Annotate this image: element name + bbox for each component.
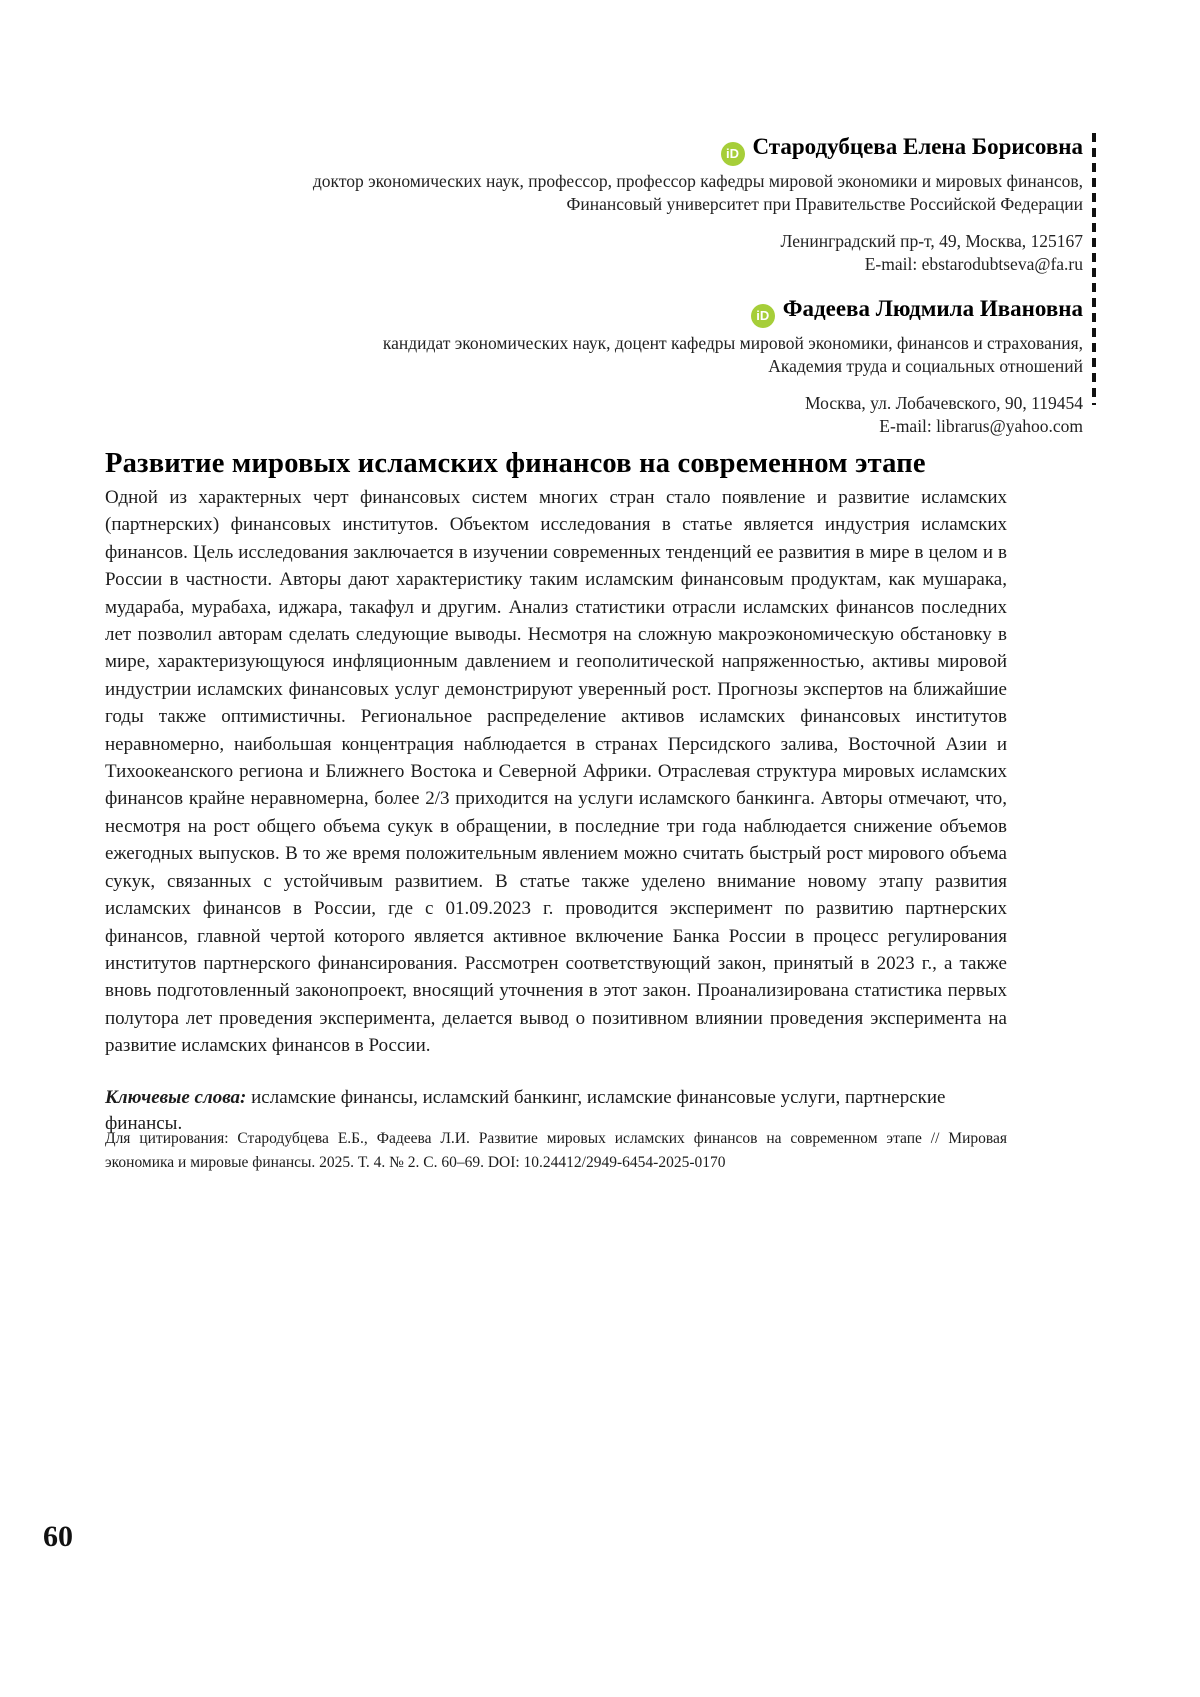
keywords-label: Ключевые слова:: [105, 1087, 247, 1108]
citation-text: Стародубцева Е.Б., Фадеева Л.И. Развитие мировых исламских финансов на современном этапе // Мировая экономика и мировые финансы. 2025. Т. 4. № 2. С. 60–69. DOI: 10.24412/2949-6454-2025-0170: [105, 1130, 1007, 1171]
citation-line: [105, 1127, 1007, 1174]
author-block-dashed-divider: [1092, 133, 1096, 405]
author-contact: [105, 392, 1083, 438]
abstract-text: Одной из характерных черт финансовых систем многих стран стало появление и развитие исламских (партнерских) финансовых институтов. Объектом исследования в статье является индустрия исламских финансов. Цель исследования заключается в изучении современных тенденций ее развития в мире в целом и в России в частности. Авторы дают характеристику таким исламским финансовым продуктам, как мушарака, мудараба, мурабаха, иджара, такафул и другим. Анализ статистики отрасли исламских финансов последних лет позволил авторам сделать следующие выводы. Несмотря на сложную макроэкономическую обстановку в мире, характеризующуюся инфляционным давлением и геополитической напряженностью, активы мировой индустрии исламских финансовых услуг демонстрируют уверенный рост. Прогнозы экспертов на ближайшие годы также оптимистичны. Региональное распределение активов исламских финансовых институтов неравномерно, наибольшая концентрация наблюдается в странах Персидского залива, Восточной Азии и Тихоокеанского региона и Ближнего Востока и Северной Африки. Отраслевая структура мировых исламских финансов крайне неравномерна, более 2/3 приходится на услуги исламского банкинга. Авторы отмечают, что, несмотря на рост общего объема сукук в обращении, в последние три года наблюдается снижение объемов ежегодных выпусков. В то же время положительным явлением можно считать быстрый рост мирового объема сукук, связанных с устойчивым развитием. В статье также уделено внимание новому этапу развития исламских финансов в России, где с 01.09.2023 г. проводится эксперимент по развитию партнерских финансов, главной чертой которого является активное включение Банка России в процесс регулирования институтов партнерского финансирования. Рассмотрен соответствующий закон, принятый в 2023 г., а также вновь подготовленный законопроект, вносящий уточнения в этот закон. Проанализирована статистика первых полутора лет проведения эксперимента, делается вывод о позитивном влиянии проведения эксперимента на развитие исламских финансов в России.: [105, 487, 1007, 1057]
author-name-row: [105, 295, 1083, 328]
orcid-icon[interactable]: iD: [751, 304, 775, 328]
author-affiliation-line: кандидат экономических наук, доцент кафедры мировой экономики, финансов и страхования,: [382, 333, 1083, 353]
author-name-row: [105, 133, 1083, 166]
author-affiliation-line: Академия труда и социальных отношений: [768, 355, 1083, 376]
author-contact: [105, 230, 1083, 276]
orcid-icon[interactable]: iD: [721, 142, 745, 166]
author-email: E-mail: ebstarodubtseva@fa.ru: [864, 254, 1083, 274]
keywords-text: исламские финансы, исламский банкинг, исламские финансовые услуги, партнерские финансы.: [105, 1087, 946, 1134]
author-address: Ленинградский пр-т, 49, Москва, 125167: [780, 231, 1083, 251]
author-affiliation: [105, 170, 1083, 215]
page-number: 60: [43, 1520, 73, 1553]
author-address: Москва, ул. Лобачевского, 90, 119454: [805, 393, 1083, 413]
author-email: E-mail: librarus@yahoo.com: [879, 416, 1083, 436]
authors-header: [105, 133, 1083, 438]
author-name: Стародубцева Елена Борисовна: [752, 134, 1083, 159]
author-name: Фадеева Людмила Ивановна: [782, 296, 1083, 321]
author-affiliation: [105, 332, 1083, 377]
citation-label: Для цитирования:: [105, 1130, 229, 1147]
article-title: Развитие мировых исламских финансов на современном этапе: [105, 448, 926, 480]
author-affiliation-line: Финансовый университет при Правительстве Российской Федерации: [566, 193, 1083, 214]
author-affiliation-line: доктор экономических наук, профессор, профессор кафедры мировой экономики и мировых финансов,: [312, 171, 1083, 191]
